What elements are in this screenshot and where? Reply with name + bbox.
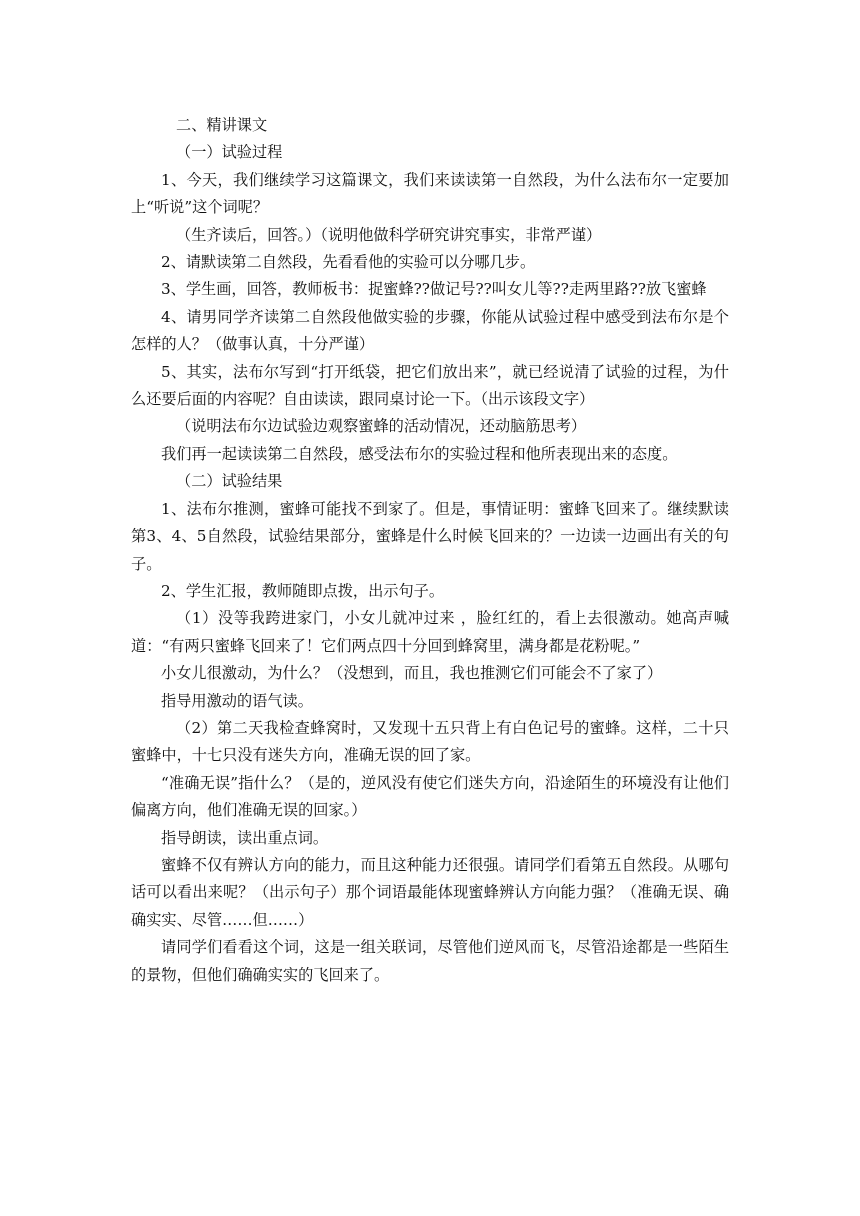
paragraph: 指导用激动的语气读。 xyxy=(161,691,313,710)
paragraph: “准确无误”指什么？（是的，逆风没有使它们迷失方向，沿途陌生的环境没有让他们偏离方向，他们准确无误的回家。） xyxy=(131,773,729,820)
paragraph: 5、其实，法布尔写到“打开纸袋，把它们放出来”，就已经说清了试验的过程，为什么还要后面的内容呢？自由读读，跟同桌讨论一下。（出示该段文字） xyxy=(131,362,729,409)
paragraph: （2）第二天我检查蜂窝时，又发现十五只背上有白色记号的蜜蜂。这样，二十只蜜蜂中，十七只没有迷失方向，准确无误的回了家。 xyxy=(131,718,729,765)
paragraph: （1）没等我跨进家门，小女儿就冲过来 ，脸红红的，看上去很激动。她高声喊道：“有两只蜜蜂飞回来了！它们两点四十分回到蜂窝里，满身都是花粉呢。” xyxy=(131,609,729,655)
paragraph: 1、法布尔推测，蜜蜂可能找不到家了。但是，事情证明：蜜蜂飞回来了。继续默读第3、4、5自然段，试验结果部分，蜜蜂是什么时候飞回来的？一边读一边画出有关的句子。 xyxy=(131,499,729,573)
paragraph: 蜜蜂不仅有辨认方向的能力，而且这种能力还很强。请同学们看第五自然段。从哪句话可以看出来呢？（出示句子）那个词语最能体现蜜蜂辨认方向能力强？（准确无误、确确实实、尽管……但……） xyxy=(131,855,729,929)
document-body xyxy=(131,112,729,989)
paragraph: 我们再一起读读第二自然段，感受法布尔的实验过程和他所表现出来的态度。 xyxy=(161,444,678,463)
paragraph: （生齐读后，回答。）（说明他做科学研究讲究事实，非常严谨） xyxy=(176,225,602,244)
subsection-heading: （二）试验结果 xyxy=(176,472,283,491)
paragraph: 4、请男同学齐读第二自然段他做实验的步骤，你能从试验过程中感受到法布尔是个怎样的人？（做事认真，十分严谨） xyxy=(131,307,729,354)
paragraph: 指导朗读，读出重点词。 xyxy=(161,828,329,847)
paragraph: 3、学生画，回答，教师板书：捉蜜蜂??做记号??叫女儿等??走两里路??放飞蜜蜂 xyxy=(161,280,707,299)
section-heading: 二、精讲课文 xyxy=(176,116,268,134)
paragraph: 请同学们看看这个词，这是一组关联词，尽管他们逆风而飞，尽管沿途都是一些陌生的景物，但他们确确实实的飞回来了。 xyxy=(131,938,729,984)
paragraph: 1、今天，我们继续学习这篇课文，我们来读读第一自然段，为什么法布尔一定要加上“听说”这个词呢？ xyxy=(131,170,729,217)
paragraph: 小女儿很激动，为什么？（没想到，而且，我也推测它们可能会不了家了） xyxy=(161,664,663,683)
paragraph: 2、学生汇报，教师随即点拨，出示句子。 xyxy=(161,581,445,600)
paragraph: （说明法布尔边试验边观察蜜蜂的活动情况，还动脑筋思考） xyxy=(176,417,587,436)
paragraph: 2、请默读第二自然段，先看看他的实验可以分哪几步。 xyxy=(161,253,536,272)
subsection-heading: （一）试验过程 xyxy=(176,143,283,162)
